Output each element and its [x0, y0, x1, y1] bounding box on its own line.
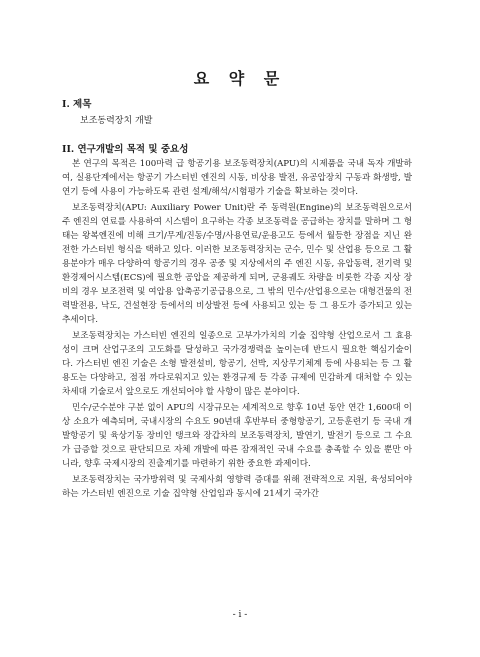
paragraph-2: 보조동력장치(APU: Auxiliary Power Unit)란 주 동력원(Engine)의 보조동력원으로서 주 엔진의 연료를 사용하여 시스템이 요구하는 각종 보조동력을 공급하는 장치를 말하며 그 형태는 왕복엔진에 비해 크기/무게/진동/수명/사용연료/운용고도 등에서 월등한 장점을 지닌 완전한 가스터빈 형식을 택하고 있다. 이러한 보조동력장치는 군수, 민수 및 산업용 등으로 그 활용분야가 매우 다양하여 항공기의 경우 공중 및 지상에서의 주 엔진 시동, 유압동력, 전기력 및 환경제어시스템(ECS)에 필요한 공압을 제공하게 되며, 군용궤도 차량을 비롯한 각종 지상 장비의 경우 보조전력 및 여압용 압축공기공급용으로, 그 밖의 민수/산업용으로는 대형건물의 전력발전용, 낙도, 건설현장 등에서의 비상발전 등에 사용되고 있는 등 그 용도가 증가되고 있는 추세이다.	[62, 202, 412, 326]
paragraph-1: 본 연구의 목적은 100마력 급 항공기용 보조동력장치(APU)의 시제품을 국내 독자 개발하여, 실용단계에서는 항공기 가스터빈 엔진의 시동, 비상용 발전, 유공압장치 구동과 화생방, 발연기 등에 사용이 가능하도록 관련 설계/해석/시험평가 기술을 확보하는 것이다.	[62, 159, 412, 198]
paragraph-3: 보조동력장치는 가스터빈 엔진의 일종으로 고부가가치의 기술 집약형 산업으로서 그 효용성이 크며 산업구조의 고도화를 달성하고 국가경쟁력을 높이는데 반드시 필요한 핵심기술이다. 가스터빈 엔진 기술은 소형 발전설비, 항공기, 선박, 지상무기체계 등에 사용되는 등 그 활용도는 다양하고, 점점 까다로워지고 있는 환경규제 등 각종 규제에 민감하게 대처할 수 있는 차세대 기술로서 앞으로도 개선되어야 할 사항이 많은 분야이다.	[62, 330, 412, 398]
section2-body	[62, 157, 412, 502]
section1-text: 보조동력장치 개발	[80, 116, 153, 126]
page-number: - i -	[232, 610, 248, 620]
section2-heading: II. 연구개발의 목적 및 중요성	[62, 144, 189, 155]
section1-heading: I. 제목	[62, 99, 92, 110]
paragraph-4: 민수/군수분야 구분 없이 APU의 시장규모는 세계적으로 향후 10년 동안 연간 1,600대 이상 소요가 예측되며, 국내시장의 수요도 90년대 후반부터 중형항공기, 고등훈련기 등 국내 개발항공기 및 육상기동 장비인 탱크와 장갑차의 보조동력장치, 발연기, 발전기 등으로 그 수요가 급증할 것으로 판단되므로 자체 개발에 따른 잠재적인 국내 수요를 충족할 수 있을 뿐만 아니라, 향후 국제시장의 진출계기를 마련하기 위한 중요한 과제이다.	[62, 402, 412, 470]
page-title: 요 약 문	[193, 69, 287, 88]
paragraph-5: 보조동력장치는 국가방위력 및 국제사회 영향력 증대를 위해 전략적으로 지원, 육성되어야 하는 가스터빈 엔진으로 기술 집약형 산업임과 동시에 21세기 국가간	[62, 474, 412, 499]
